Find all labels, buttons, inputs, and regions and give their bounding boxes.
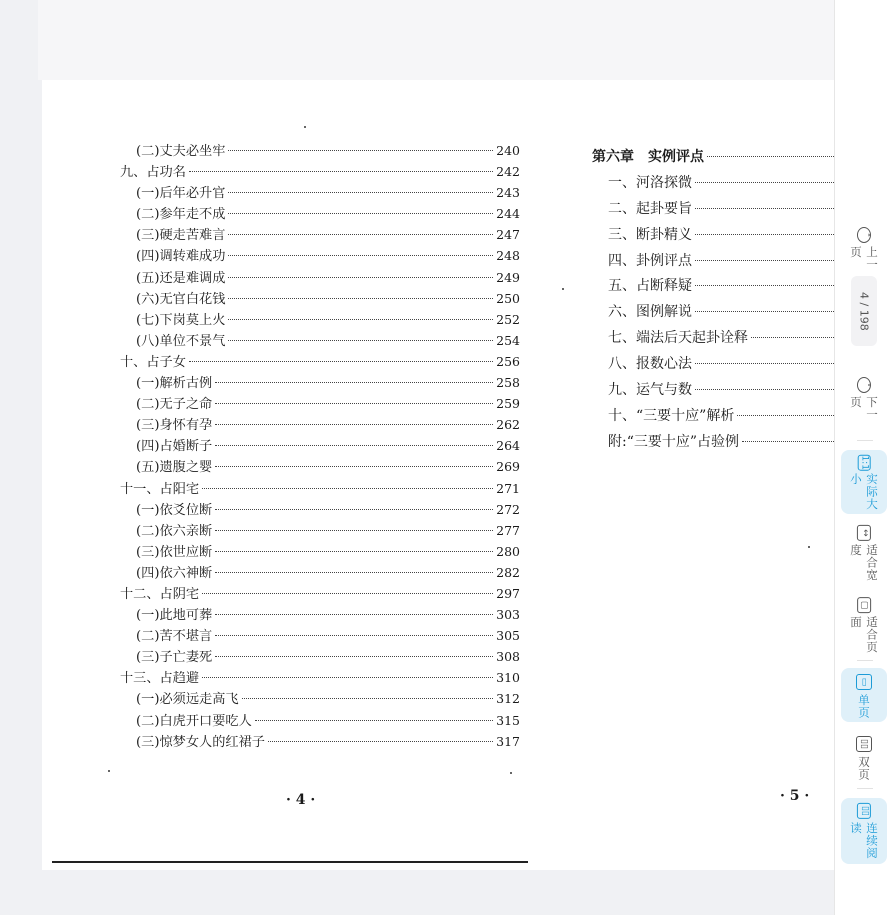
toc-entry-title: (二)无子之命 xyxy=(136,397,213,413)
toc-entry xyxy=(592,172,852,198)
scan-speck xyxy=(510,772,512,774)
single-page-icon: ▭ xyxy=(856,674,872,690)
toc-entry-title: (三)硬走苦难言 xyxy=(136,228,226,244)
leader-dots xyxy=(215,530,493,531)
toc-entry-title: 附:“三要十应”占验例 xyxy=(608,433,740,450)
continuous-read-button[interactable] xyxy=(841,798,887,864)
leader-dots xyxy=(242,698,494,699)
toc-entry-title: 八、报数心法 xyxy=(608,356,692,373)
toc-entry-title: 十一、占阳宅 xyxy=(120,481,200,497)
toc-entry xyxy=(592,146,852,172)
toc-entry-title: 十二、占阴宅 xyxy=(120,586,200,602)
toc-entry xyxy=(120,414,520,435)
toc-entry xyxy=(592,405,852,431)
scan-speck xyxy=(108,770,110,772)
toc-entry-page: 243 xyxy=(496,185,520,201)
actual-size-button[interactable] xyxy=(841,450,887,514)
toc-entry xyxy=(120,309,520,330)
toc-entry xyxy=(592,250,852,276)
toc-entry-page: 264 xyxy=(496,438,520,454)
previous-page-edge xyxy=(38,0,834,80)
leader-dots xyxy=(215,445,493,446)
toc-entry-page: 252 xyxy=(496,311,520,327)
bottom-rule xyxy=(52,861,528,863)
toc-entry-page: 277 xyxy=(496,522,520,538)
toc-entry xyxy=(592,431,852,457)
toc-entry xyxy=(120,731,520,752)
toc-entry-title: (二)白虎开口要吃人 xyxy=(136,713,252,729)
chevron-up-icon: ˄ xyxy=(857,227,871,243)
toc-entry-title: 四、卦例评点 xyxy=(608,252,692,269)
prev-page-label: 上一页 xyxy=(849,245,879,271)
continuous-read-label: 连续阅读 xyxy=(849,821,879,860)
toc-entry-title: 十三、占趋避 xyxy=(120,671,200,687)
toc-entry-title: (七)下岗莫上火 xyxy=(136,312,226,328)
toc-entry xyxy=(120,520,520,541)
toc-entry xyxy=(120,330,520,351)
leader-dots xyxy=(202,488,493,489)
toc-entry-page: 297 xyxy=(496,585,520,601)
double-page-button[interactable] xyxy=(841,730,887,784)
toc-entry-page: 247 xyxy=(496,227,520,243)
toc-entry xyxy=(120,625,520,646)
toc-entry xyxy=(120,140,520,161)
toc-entry-page: 280 xyxy=(496,543,520,559)
toc-entry xyxy=(120,562,520,583)
leader-dots xyxy=(228,340,493,341)
toc-entry-page: 256 xyxy=(496,353,520,369)
toc-entry xyxy=(120,583,520,604)
toc-entry-page: 254 xyxy=(496,332,520,348)
toc-entry-title: (四)依六神断 xyxy=(136,565,213,581)
leader-dots xyxy=(228,319,493,320)
toc-entry-page: 272 xyxy=(496,501,520,517)
prev-page-button[interactable] xyxy=(841,228,887,278)
page-counter-text: 4 / 198 xyxy=(857,291,871,331)
toc-entry xyxy=(592,379,852,405)
toc-entry-title: 五、占断释疑 xyxy=(608,278,692,295)
toc-entry xyxy=(120,604,520,625)
toc-entry-page: 310 xyxy=(496,670,520,686)
toc-entry-page: 248 xyxy=(496,248,520,264)
page-spread xyxy=(42,80,834,870)
toc-entry-title: (五)遗腹之婴 xyxy=(136,460,213,476)
leader-dots xyxy=(228,192,493,193)
leader-dots xyxy=(695,311,852,312)
leader-dots xyxy=(695,260,852,261)
toc-entry-title: 十、占子女 xyxy=(120,354,186,370)
toc-entry xyxy=(120,393,520,414)
toc-entry-title: (三)子亡妻死 xyxy=(136,650,213,666)
leader-dots xyxy=(695,234,852,235)
next-page-button[interactable] xyxy=(841,378,887,428)
toc-entry-page: 259 xyxy=(496,396,520,412)
toc-entry xyxy=(120,688,520,709)
toc-entry-page: 249 xyxy=(496,269,520,285)
toc-entry-title: (二)参年走不成 xyxy=(136,207,226,223)
toc-entry xyxy=(120,435,520,456)
toc-entry xyxy=(120,667,520,688)
toc-entry-title: 一、河洛探微 xyxy=(608,174,692,191)
fit-width-icon: ↔ xyxy=(857,525,871,541)
toc-entry-title: (一)此地可葬 xyxy=(136,608,213,624)
leader-dots xyxy=(255,720,493,721)
toc-entry-title: 三、断卦精义 xyxy=(608,226,692,243)
right-page-number: · 5 · xyxy=(780,788,810,804)
toc-entry-page: 308 xyxy=(496,649,520,665)
leader-dots xyxy=(695,285,852,286)
toc-entry-title: (八)单位不景气 xyxy=(136,333,226,349)
leader-dots xyxy=(189,171,493,172)
double-page-icon: ▯▯ xyxy=(856,736,872,752)
toc-entry-page: 258 xyxy=(496,375,520,391)
fit-page-label: 适合页面 xyxy=(849,616,879,654)
actual-size-label: 实际大小 xyxy=(849,473,879,511)
toc-entry-title: 七、端法后天起卦诠释 xyxy=(608,330,748,347)
toc-entry xyxy=(120,710,520,731)
leader-dots xyxy=(215,424,493,425)
toc-entry-title: 九、占功名 xyxy=(120,165,186,181)
separator xyxy=(857,660,873,661)
right-page-toc xyxy=(592,146,852,457)
single-page-label: 单页 xyxy=(857,694,871,719)
toc-entry xyxy=(592,327,852,353)
toc-entry-title: (二)依六亲断 xyxy=(136,523,213,539)
toc-entry xyxy=(120,288,520,309)
toc-entry xyxy=(592,301,852,327)
toc-entry-page: 269 xyxy=(496,459,520,475)
toc-entry-title: 十、“三要十应”解析 xyxy=(608,407,735,424)
chevron-down-icon: ˅ xyxy=(857,377,871,393)
scan-speck xyxy=(304,126,306,128)
leader-dots xyxy=(215,509,493,510)
leader-dots xyxy=(215,551,493,552)
toc-entry-title: (二)丈夫必坐牢 xyxy=(136,144,226,159)
toc-entry xyxy=(120,203,520,224)
next-page-label: 下一页 xyxy=(849,395,879,421)
toc-entry-page: 244 xyxy=(496,206,520,222)
leader-dots xyxy=(215,466,493,467)
toc-entry-page: 315 xyxy=(496,712,520,728)
toc-entry xyxy=(120,478,520,499)
continuous-read-icon: ▯▯ xyxy=(857,803,871,819)
toc-entry-title: 二、起卦要旨 xyxy=(608,200,692,217)
leader-dots xyxy=(695,363,852,364)
toc-entry-title: 第六章 实例评点 xyxy=(592,149,704,165)
fit-page-button[interactable] xyxy=(841,592,887,660)
leader-dots xyxy=(215,614,493,615)
separator xyxy=(857,440,873,441)
toc-entry-title: (四)调转难成功 xyxy=(136,249,226,265)
toc-entry-page: 240 xyxy=(496,143,520,158)
left-page-number: · 4 · xyxy=(286,792,316,808)
toc-entry xyxy=(592,275,852,301)
leader-dots xyxy=(202,593,493,594)
toc-entry-page: 282 xyxy=(496,564,520,580)
actual-size-icon: 1:1 xyxy=(857,455,870,471)
leader-dots xyxy=(228,213,493,214)
fit-page-icon: ▢ xyxy=(857,597,871,613)
toc-entry-title: (一)后年必升官 xyxy=(136,186,226,202)
leader-dots xyxy=(695,389,852,390)
toc-entry-title: 九、运气与数 xyxy=(608,382,692,399)
toc-entry-page: 317 xyxy=(496,733,520,749)
toc-entry-title: (一)依爻位断 xyxy=(136,502,213,518)
leader-dots xyxy=(228,255,493,256)
toc-entry xyxy=(120,372,520,393)
leader-dots xyxy=(228,234,493,235)
left-page-toc xyxy=(120,140,520,752)
scan-speck xyxy=(562,288,564,290)
toc-entry xyxy=(120,351,520,372)
toc-entry-title: (三)惊梦女人的红裙子 xyxy=(136,734,265,750)
toc-entry-title: 六、图例解说 xyxy=(608,304,692,321)
toc-entry xyxy=(120,646,520,667)
leader-dots xyxy=(215,656,493,657)
toc-entry-page: 305 xyxy=(496,628,520,644)
toc-entry xyxy=(120,456,520,477)
toc-entry-page: 303 xyxy=(496,607,520,623)
leader-dots xyxy=(695,182,852,183)
toc-entry-title: (五)还是难调成 xyxy=(136,270,226,286)
leader-dots xyxy=(228,150,493,151)
leader-dots xyxy=(202,677,493,678)
leader-dots xyxy=(268,741,493,742)
toc-entry-page: 250 xyxy=(496,290,520,306)
toc-entry-page: 271 xyxy=(496,480,520,496)
toc-entry xyxy=(120,224,520,245)
leader-dots xyxy=(228,277,493,278)
toc-entry-title: (一)解析古例 xyxy=(136,376,213,392)
toc-entry-title: (一)必须远走高飞 xyxy=(136,692,239,708)
toc-entry xyxy=(592,224,852,250)
toc-entry xyxy=(592,353,852,379)
toc-entry-title: (二)苦不堪言 xyxy=(136,629,213,645)
toc-entry xyxy=(120,541,520,562)
leader-dots xyxy=(215,572,493,573)
leader-dots xyxy=(189,361,493,362)
toc-entry xyxy=(120,499,520,520)
page-counter xyxy=(851,276,877,346)
toc-entry-page: 312 xyxy=(496,691,520,707)
single-page-button[interactable] xyxy=(841,668,887,722)
leader-dots xyxy=(215,382,493,383)
toc-entry-page: 242 xyxy=(496,164,520,180)
leader-dots xyxy=(228,298,493,299)
leader-dots xyxy=(215,403,493,404)
toc-entry xyxy=(120,245,520,266)
fit-width-label: 适合宽度 xyxy=(849,543,879,582)
toc-entry-title: (三)身怀有孕 xyxy=(136,418,213,434)
toc-entry xyxy=(592,198,852,224)
leader-dots xyxy=(695,208,852,209)
leader-dots xyxy=(215,635,493,636)
fit-width-button[interactable] xyxy=(841,520,887,586)
toc-entry xyxy=(120,161,520,182)
separator xyxy=(857,788,873,789)
toc-entry-title: (四)占婚断子 xyxy=(136,439,213,455)
scan-speck xyxy=(808,546,810,548)
toc-entry-page: 262 xyxy=(496,417,520,433)
reader-toolbar xyxy=(834,0,894,915)
toc-entry-title: (六)无官白花钱 xyxy=(136,291,226,307)
double-page-label: 双页 xyxy=(857,756,871,781)
toc-entry xyxy=(120,182,520,203)
toc-entry-title: (三)依世应断 xyxy=(136,544,213,560)
leader-dots xyxy=(707,156,852,157)
toc-entry xyxy=(120,267,520,288)
